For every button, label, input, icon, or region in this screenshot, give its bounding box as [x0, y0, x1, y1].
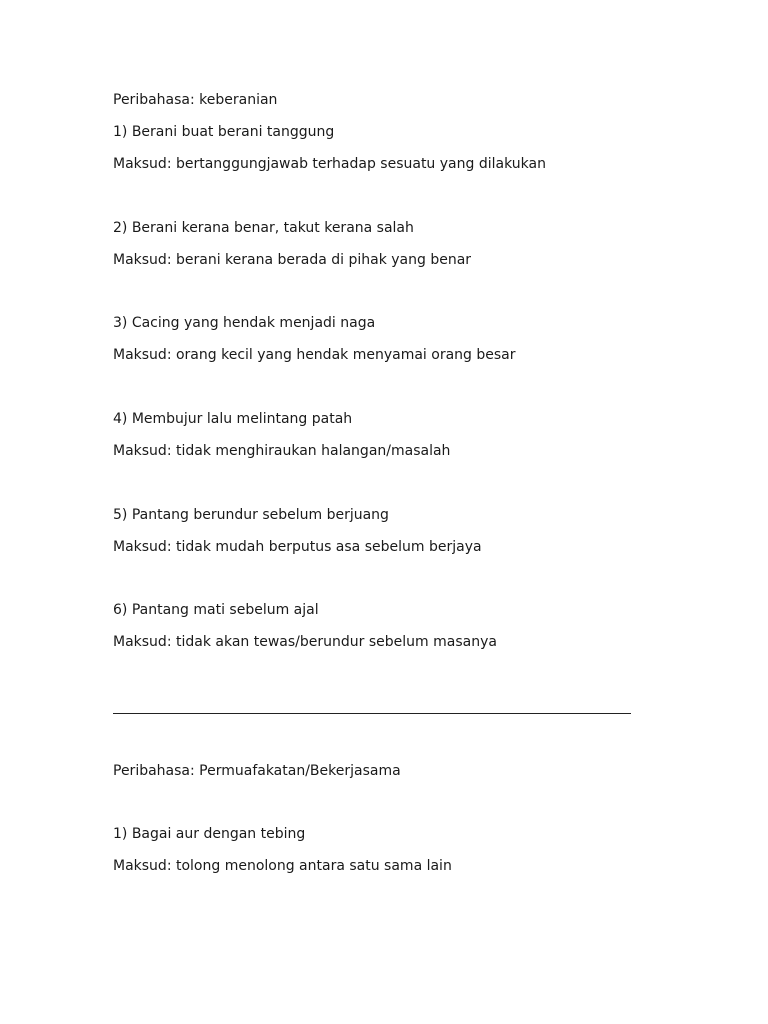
proverb-meaning: Maksud: tidak akan tewas/berundur sebelum masanya [113, 634, 497, 650]
section-heading: Peribahasa: Permuafakatan/Bekerjasama [113, 763, 401, 779]
proverb-text: 1) Berani buat berani tanggung [113, 124, 335, 140]
proverb-meaning: Maksud: bertanggungjawab terhadap sesuatu yang dilakukan [113, 156, 546, 172]
section-heading: Peribahasa: keberanian [113, 92, 278, 108]
proverb-text: 2) Berani kerana benar, takut kerana salah [113, 220, 414, 236]
proverb-text: 3) Cacing yang hendak menjadi naga [113, 315, 376, 331]
proverb-meaning: Maksud: tidak menghiraukan halangan/masalah [113, 443, 451, 459]
section-divider [113, 713, 631, 714]
proverb-text: 4) Membujur lalu melintang patah [113, 411, 353, 427]
proverb-meaning: Maksud: tidak mudah berputus asa sebelum berjaya [113, 539, 482, 555]
proverb-meaning: Maksud: berani kerana berada di pihak yang benar [113, 252, 472, 268]
proverb-text: 1) Bagai aur dengan tebing [113, 826, 306, 842]
proverb-meaning: Maksud: orang kecil yang hendak menyamai orang besar [113, 347, 516, 363]
proverb-meaning: Maksud: tolong menolong antara satu sama lain [113, 858, 452, 874]
proverb-text: 5) Pantang berundur sebelum berjuang [113, 507, 389, 523]
proverb-text: 6) Pantang mati sebelum ajal [113, 602, 319, 618]
